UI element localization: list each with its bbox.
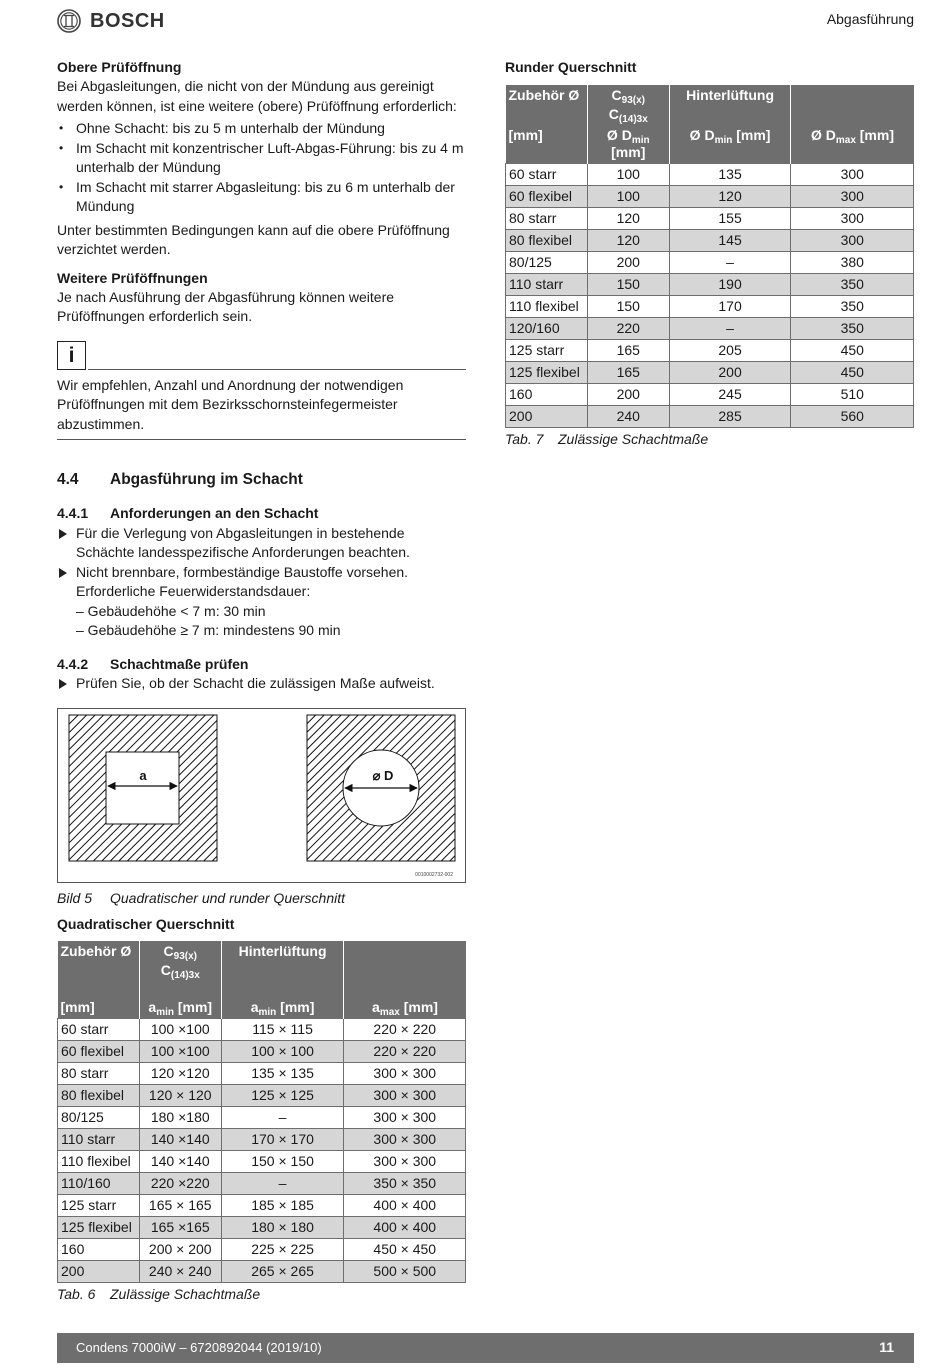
value-cell: 350 × 350 xyxy=(344,1172,466,1194)
row-label-cell: 80 starr xyxy=(58,1062,140,1084)
info-note xyxy=(57,341,466,441)
row-label-cell: 80 starr xyxy=(506,208,588,230)
value-cell: 450 × 450 xyxy=(344,1238,466,1260)
value-cell: 100 xyxy=(587,164,669,186)
divider xyxy=(88,368,466,370)
row-label-cell: 80 flexibel xyxy=(58,1084,140,1106)
value-cell: 240 × 240 xyxy=(139,1260,221,1282)
value-cell: 205 xyxy=(669,340,791,362)
value-cell: 265 × 265 xyxy=(221,1260,344,1282)
value-cell: 185 × 185 xyxy=(221,1194,344,1216)
bullet-item: • Ohne Schacht: bis zu 5 m unterhalb der Mündung xyxy=(57,119,466,139)
value-cell: 285 xyxy=(669,406,791,428)
column-header: Zubehör Ø [mm] xyxy=(506,85,588,164)
row-label-cell: 110 starr xyxy=(58,1128,140,1150)
row-label-cell: 125 starr xyxy=(506,340,588,362)
step-list-4-4-2 xyxy=(57,674,466,694)
round-shaft-drawing xyxy=(307,715,455,861)
table-header-row xyxy=(506,85,914,164)
row-label-cell: 110 flexibel xyxy=(506,296,588,318)
column-header: $C_{93(x)}$ $C_{(14)3x}$ $a_{min}$ [mm] xyxy=(139,941,221,1019)
bosch-armature-icon xyxy=(57,9,81,33)
obere-outro: Unter bestimmten Bedingungen kann auf die obere Prüföffnung verzichtet werden. xyxy=(57,221,450,257)
row-label-cell: 125 flexibel xyxy=(506,362,588,384)
value-cell: 300 xyxy=(791,208,914,230)
value-cell: 300 xyxy=(791,230,914,252)
value-cell: 400 × 400 xyxy=(344,1216,466,1238)
fire-resistance-line: – Gebäudehöhe < 7 m: 30 min xyxy=(76,602,266,619)
value-cell: 170 xyxy=(669,296,791,318)
brand-name: BOSCH xyxy=(90,9,165,32)
value-cell: 135 xyxy=(669,164,791,186)
value-cell: 165 ×165 xyxy=(139,1216,221,1238)
cross-section-figure xyxy=(57,708,466,883)
page-number: 11 xyxy=(879,1339,894,1355)
value-cell: 220 xyxy=(587,318,669,340)
row-label-cell: 160 xyxy=(58,1238,140,1260)
info-text: Wir empfehlen, Anzahl und Anordnung der notwendigen Prüföffnungen mit dem Bezirksschornsteinfegermeister abzustimmen. xyxy=(57,376,404,432)
value-cell: 140 ×140 xyxy=(139,1128,221,1150)
value-cell: 450 xyxy=(791,340,914,362)
table-row xyxy=(58,1172,466,1194)
value-cell: 145 xyxy=(669,230,791,252)
bullet-item: • Im Schacht mit konzentrischer Luft-Abgas-Führung: bis zu 4 m unterhalb der Mündung xyxy=(57,139,466,178)
heading-weitere-pruefoeffnungen: Weitere Prüföffnungen xyxy=(57,269,208,286)
section-heading-4-4-1 xyxy=(57,504,466,524)
left-column xyxy=(57,57,466,1302)
column-header: Ø $D_{max}$ [mm] xyxy=(791,85,914,164)
value-cell: 170 × 170 xyxy=(221,1128,344,1150)
value-cell: 200 × 200 xyxy=(139,1238,221,1260)
row-label-cell: 200 xyxy=(506,406,588,428)
table-row xyxy=(506,384,914,406)
table-body xyxy=(58,1018,466,1282)
step-arrow-icon xyxy=(59,568,67,578)
value-cell: 100 xyxy=(587,186,669,208)
value-cell: 140 ×140 xyxy=(139,1150,221,1172)
section-number: 4.4 xyxy=(57,471,79,488)
row-label-cell: 80/125 xyxy=(506,252,588,274)
value-cell: 120 × 120 xyxy=(139,1084,221,1106)
row-label-cell: 125 flexibel xyxy=(58,1216,140,1238)
value-cell: 560 xyxy=(791,406,914,428)
value-cell: 220 ×220 xyxy=(139,1172,221,1194)
square-shaft-drawing xyxy=(69,715,217,861)
row-label-cell: 110 starr xyxy=(506,274,588,296)
column-header: $a_{max}$ [mm] xyxy=(344,941,466,1019)
value-cell: – xyxy=(669,318,791,340)
step-item: Für die Verlegung von Abgasleitungen in bestehende Schächte landesspezifische Anforderungen beachten. xyxy=(57,524,466,563)
value-cell: 190 xyxy=(669,274,791,296)
value-cell: 300 xyxy=(791,186,914,208)
step-arrow-icon xyxy=(59,679,67,689)
section-title: Schachtmaße prüfen xyxy=(110,655,249,672)
section-title: Abgasführung im Schacht xyxy=(110,471,303,488)
table-row xyxy=(58,1216,466,1238)
table-row xyxy=(506,362,914,384)
value-cell: 240 xyxy=(587,406,669,428)
step-arrow-icon xyxy=(59,529,67,539)
table-row xyxy=(58,1238,466,1260)
value-cell: 120 xyxy=(669,186,791,208)
column-header: Hinterlüftung $a_{min}$ [mm] xyxy=(221,941,344,1019)
table-row xyxy=(58,1106,466,1128)
obere-bullet-list xyxy=(57,119,466,217)
value-cell: 120 xyxy=(587,230,669,252)
table-row xyxy=(506,208,914,230)
value-cell: 125 × 125 xyxy=(221,1084,344,1106)
value-cell: 300 × 300 xyxy=(344,1084,466,1106)
row-label-cell: 110/160 xyxy=(58,1172,140,1194)
value-cell: 150 × 150 xyxy=(221,1150,344,1172)
section-number: 4.4.1 xyxy=(57,505,89,521)
value-cell: 300 × 300 xyxy=(344,1150,466,1172)
table-row xyxy=(58,1128,466,1150)
figure-code: 0010002732-002 xyxy=(415,871,453,878)
value-cell: 500 × 500 xyxy=(344,1260,466,1282)
brand-logo xyxy=(57,8,165,34)
value-cell: 300 × 300 xyxy=(344,1128,466,1150)
table-row xyxy=(506,274,914,296)
value-cell: – xyxy=(221,1106,344,1128)
row-label-cell: 60 flexibel xyxy=(506,186,588,208)
column-header: Zubehör Ø [mm] xyxy=(58,941,140,1019)
row-label-cell: 80 flexibel xyxy=(506,230,588,252)
section-number: 4.4.2 xyxy=(57,655,89,672)
row-label-cell: 60 starr xyxy=(58,1018,140,1040)
value-cell: 220 × 220 xyxy=(344,1040,466,1062)
value-cell: 135 × 135 xyxy=(221,1062,344,1084)
value-cell: 200 xyxy=(587,252,669,274)
table-row xyxy=(58,1260,466,1282)
table-row xyxy=(58,1062,466,1084)
step-item: Prüfen Sie, ob der Schacht die zulässigen Maße aufweist. xyxy=(57,674,466,694)
fire-resistance-line: – Gebäudehöhe ≥ 7 m: mindestens 90 min xyxy=(76,622,341,638)
value-cell: – xyxy=(669,252,791,274)
table-row xyxy=(506,406,914,428)
value-cell: 225 × 225 xyxy=(221,1238,344,1260)
row-label-cell: 120/160 xyxy=(506,318,588,340)
table-header-row xyxy=(58,941,466,1019)
info-icon: i xyxy=(57,341,86,370)
value-cell: 180 × 180 xyxy=(221,1216,344,1238)
table-caption: Tab. 6 Zulässige Schachtmaße xyxy=(57,1285,261,1302)
heading-quadratischer-querschnitt: Quadratischer Querschnitt xyxy=(57,915,235,932)
table-row xyxy=(506,252,914,274)
cross-section-drawing xyxy=(58,709,465,882)
step-item: Nicht brennbare, formbeständige Baustoffe vorsehen. xyxy=(57,563,466,583)
page-footer xyxy=(57,1333,914,1363)
value-cell: 350 xyxy=(791,274,914,296)
value-cell: 450 xyxy=(791,362,914,384)
row-label-cell: 110 flexibel xyxy=(58,1150,140,1172)
round-dimensions-table xyxy=(505,85,914,428)
table-row xyxy=(58,1018,466,1040)
table-row xyxy=(58,1084,466,1106)
table-row xyxy=(506,230,914,252)
value-cell: 155 xyxy=(669,208,791,230)
section-title: Anforderungen an den Schacht xyxy=(110,505,319,521)
value-cell: 380 xyxy=(791,252,914,274)
value-cell: 150 xyxy=(587,296,669,318)
value-cell: 220 × 220 xyxy=(344,1018,466,1040)
value-cell: 100 × 100 xyxy=(221,1040,344,1062)
value-cell: 400 × 400 xyxy=(344,1194,466,1216)
table-row xyxy=(506,318,914,340)
running-header: Abgasführung xyxy=(826,11,914,27)
value-cell: 180 ×180 xyxy=(139,1106,221,1128)
value-cell: – xyxy=(221,1172,344,1194)
weitere-text: Je nach Ausführung der Abgasführung können weitere Prüföffnungen erforderlich sein. xyxy=(57,288,395,324)
row-label-cell: 160 xyxy=(506,384,588,406)
bullet-item: • Im Schacht mit starrer Abgasleitung: bis zu 6 m unterhalb der Mündung xyxy=(57,178,466,217)
value-cell: 120 xyxy=(587,208,669,230)
table-row xyxy=(58,1040,466,1062)
step-list-4-4-1 xyxy=(57,524,466,583)
table-row xyxy=(506,164,914,186)
figure-caption: Bild 5 Quadratischer und runder Querschnitt xyxy=(57,889,346,906)
heading-obere-pruefoeffnung: Obere Prüföffnung xyxy=(57,59,182,75)
table-body xyxy=(506,164,914,428)
table-caption: Tab. 7 Zulässige Schachtmaße xyxy=(505,431,709,447)
heading-runder-querschnitt: Runder Querschnitt xyxy=(505,59,637,75)
value-cell: 350 xyxy=(791,318,914,340)
fire-resistance-line: Erforderliche Feuerwiderstandsdauer: xyxy=(76,583,311,599)
value-cell: 300 xyxy=(791,164,914,186)
label-a: a xyxy=(139,767,147,783)
footer-document-id: Condens 7000iW – 6720892044 (2019/10) xyxy=(76,1340,322,1355)
value-cell: 115 × 115 xyxy=(221,1018,344,1040)
value-cell: 150 xyxy=(587,274,669,296)
value-cell: 300 × 300 xyxy=(344,1106,466,1128)
value-cell: 100 ×100 xyxy=(139,1040,221,1062)
row-label-cell: 60 flexibel xyxy=(58,1040,140,1062)
square-dimensions-table xyxy=(57,941,466,1283)
row-label-cell: 125 starr xyxy=(58,1194,140,1216)
right-column xyxy=(505,57,914,447)
value-cell: 300 × 300 xyxy=(344,1062,466,1084)
section-heading-4-4 xyxy=(57,470,466,490)
value-cell: 350 xyxy=(791,296,914,318)
column-header: $C_{93(x)}$ $C_{(14)3x}$ Ø $D_{min}$ [mm] xyxy=(587,85,669,164)
table-row xyxy=(506,340,914,362)
label-d: ⌀ D xyxy=(372,767,394,783)
table-row xyxy=(506,296,914,318)
value-cell: 120 ×120 xyxy=(139,1062,221,1084)
row-label-cell: 200 xyxy=(58,1260,140,1282)
value-cell: 165 xyxy=(587,362,669,384)
value-cell: 165 xyxy=(587,340,669,362)
value-cell: 100 ×100 xyxy=(139,1018,221,1040)
table-row xyxy=(58,1194,466,1216)
obere-intro: Bei Abgasleitungen, die nicht von der Mündung aus gereinigt werden können, ist eine weitere (obere) Prüföffnung erforderlich: xyxy=(57,78,457,114)
value-cell: 510 xyxy=(791,384,914,406)
row-label-cell: 80/125 xyxy=(58,1106,140,1128)
table-row xyxy=(506,186,914,208)
value-cell: 200 xyxy=(587,384,669,406)
column-header: Hinterlüftung Ø $D_{min}$ [mm] xyxy=(669,85,791,164)
row-label-cell: 60 starr xyxy=(506,164,588,186)
value-cell: 165 × 165 xyxy=(139,1194,221,1216)
table-row xyxy=(58,1150,466,1172)
value-cell: 245 xyxy=(669,384,791,406)
value-cell: 200 xyxy=(669,362,791,384)
section-heading-4-4-2 xyxy=(57,655,466,675)
